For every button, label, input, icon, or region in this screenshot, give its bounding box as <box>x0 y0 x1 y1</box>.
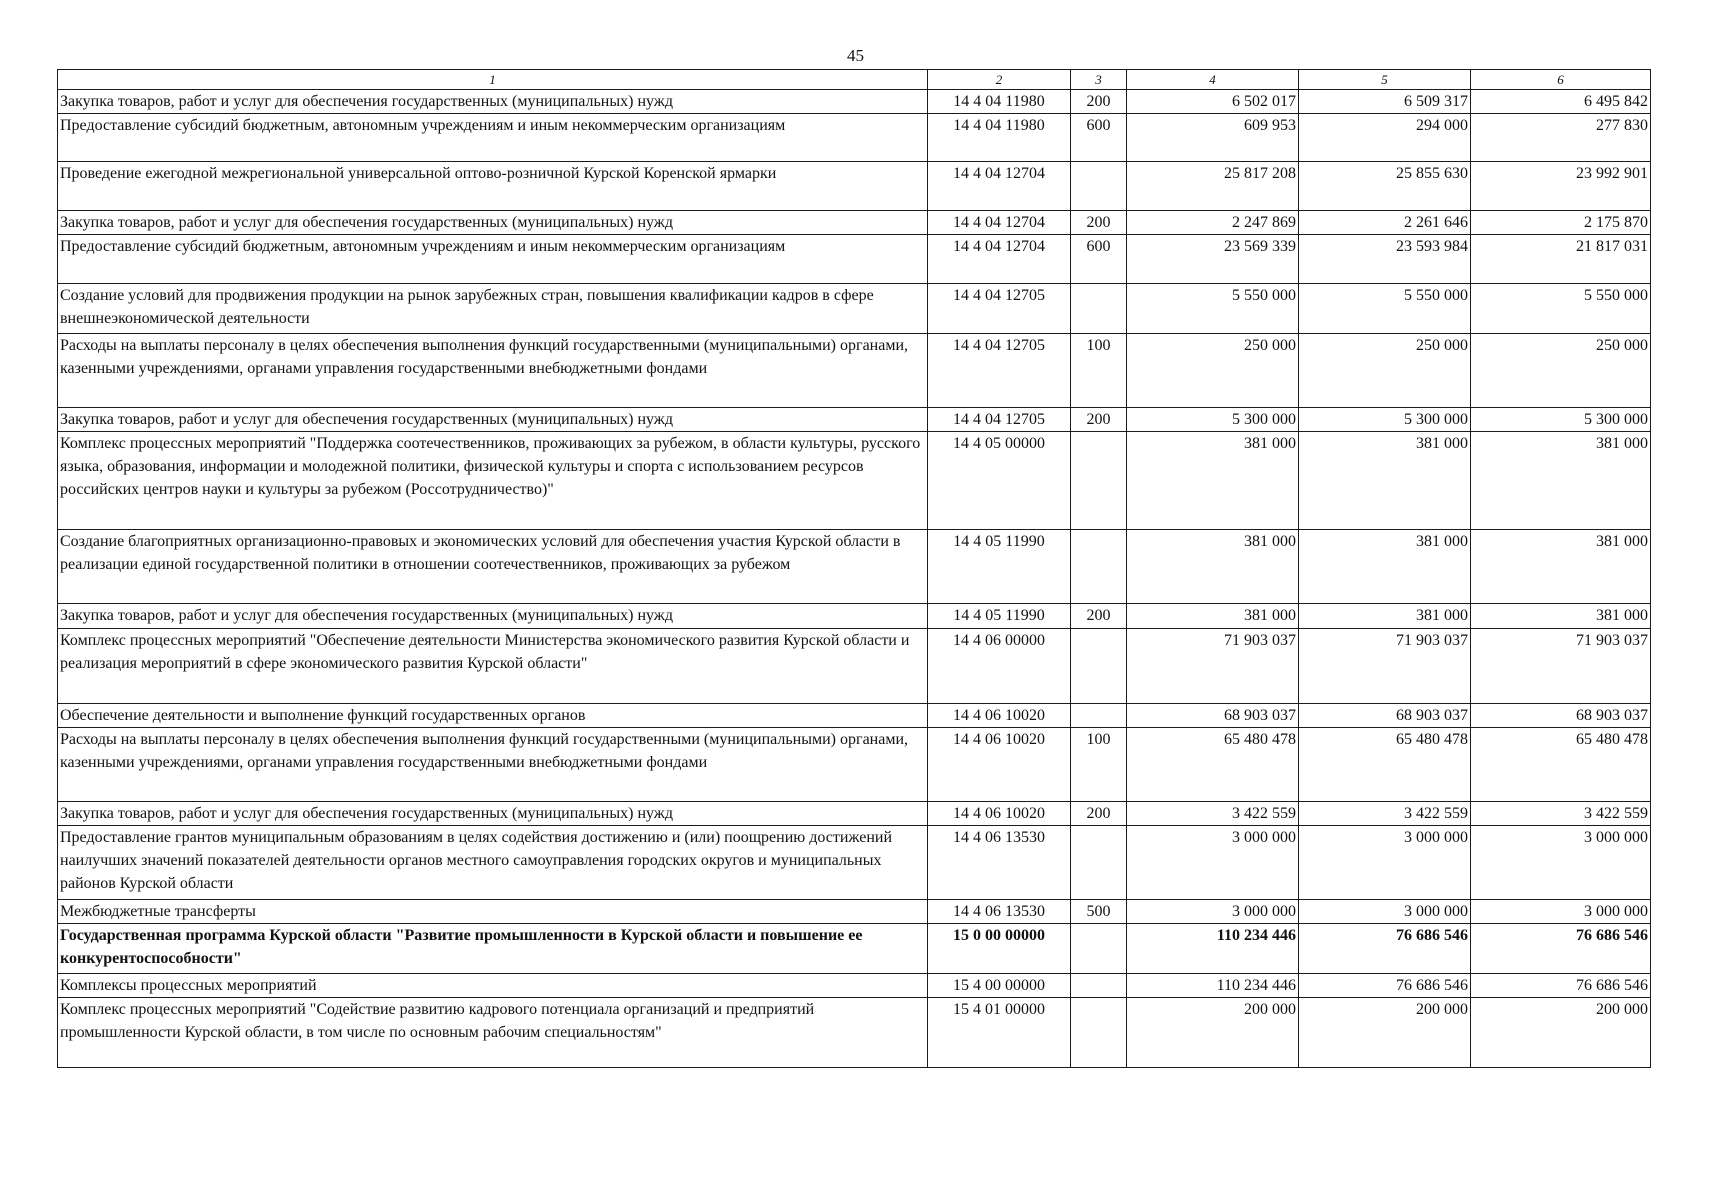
cell-code: 14 4 06 10020 <box>928 728 1071 802</box>
cell-amount-3: 21 817 031 <box>1471 235 1651 284</box>
cell-code: 14 4 04 12705 <box>928 284 1071 334</box>
table-body <box>58 90 1651 1068</box>
table-row <box>58 604 1651 629</box>
header-row <box>58 70 1651 90</box>
header-col-year3: 6 <box>1471 70 1651 90</box>
cell-code: 15 0 00 00000 <box>928 924 1071 974</box>
cell-expense-type <box>1071 432 1127 530</box>
cell-expense-type: 200 <box>1071 90 1127 114</box>
cell-code: 14 4 06 00000 <box>928 629 1071 704</box>
cell-code: 15 4 00 00000 <box>928 974 1071 998</box>
cell-expense-type <box>1071 826 1127 900</box>
cell-amount-1: 609 953 <box>1127 114 1299 162</box>
cell-amount-2: 381 000 <box>1299 432 1471 530</box>
cell-amount-1: 381 000 <box>1127 530 1299 604</box>
table-row <box>58 211 1651 235</box>
cell-amount-2: 76 686 546 <box>1299 974 1471 998</box>
table-header <box>58 70 1651 90</box>
cell-amount-1: 3 000 000 <box>1127 900 1299 924</box>
cell-expense-type <box>1071 924 1127 974</box>
cell-code: 14 4 04 12704 <box>928 162 1071 211</box>
cell-amount-2: 71 903 037 <box>1299 629 1471 704</box>
table-row <box>58 802 1651 826</box>
cell-code: 14 4 06 13530 <box>928 826 1071 900</box>
table-row <box>58 900 1651 924</box>
cell-expense-type <box>1071 998 1127 1068</box>
header-col-code: 2 <box>928 70 1071 90</box>
cell-amount-3: 65 480 478 <box>1471 728 1651 802</box>
cell-name: Предоставление субсидий бюджетным, автономным учреждениям и иным некоммерческим организациям <box>58 114 928 162</box>
cell-name: Комплекс процессных мероприятий "Поддержка соотечественников, проживающих за рубежом, в области культуры, русского языка, образования, информации и молодежной политики, физической культуры и спорта с использованием ресурсов российских центров науки и культуры за рубежом (Россотрудничество)" <box>58 432 928 530</box>
cell-expense-type: 600 <box>1071 235 1127 284</box>
cell-amount-3: 381 000 <box>1471 432 1651 530</box>
cell-amount-1: 5 550 000 <box>1127 284 1299 334</box>
cell-expense-type <box>1071 974 1127 998</box>
cell-code: 14 4 04 11980 <box>928 90 1071 114</box>
cell-expense-type: 600 <box>1071 114 1127 162</box>
cell-name: Расходы на выплаты персоналу в целях обеспечения выполнения функций государственными (муниципальными) органами, казенными учреждениями, органами управления государственными внебюджетными фондами <box>58 334 928 408</box>
table-row <box>58 162 1651 211</box>
header-col-year2: 5 <box>1299 70 1471 90</box>
cell-code: 14 4 04 12704 <box>928 211 1071 235</box>
cell-amount-1: 110 234 446 <box>1127 974 1299 998</box>
cell-amount-1: 250 000 <box>1127 334 1299 408</box>
cell-amount-2: 68 903 037 <box>1299 704 1471 728</box>
cell-amount-3: 6 495 842 <box>1471 90 1651 114</box>
cell-name: Комплекс процессных мероприятий "Содействие развитию кадрового потенциала организаций и предприятий промышленности Курской области, в том числе по основным рабочим специальностям" <box>58 998 928 1068</box>
table-row <box>58 924 1651 974</box>
cell-name: Комплексы процессных мероприятий <box>58 974 928 998</box>
cell-name: Предоставление субсидий бюджетным, автономным учреждениям и иным некоммерческим организациям <box>58 235 928 284</box>
cell-expense-type <box>1071 704 1127 728</box>
cell-name: Комплекс процессных мероприятий "Обеспечение деятельности Министерства экономического развития Курской области и реализация мероприятий в сфере экономического развития Курской области" <box>58 629 928 704</box>
cell-expense-type: 100 <box>1071 334 1127 408</box>
cell-expense-type <box>1071 530 1127 604</box>
cell-amount-3: 68 903 037 <box>1471 704 1651 728</box>
cell-code: 15 4 01 00000 <box>928 998 1071 1068</box>
cell-expense-type: 200 <box>1071 802 1127 826</box>
cell-expense-type: 200 <box>1071 408 1127 432</box>
cell-amount-3: 5 550 000 <box>1471 284 1651 334</box>
cell-amount-2: 5 550 000 <box>1299 284 1471 334</box>
cell-amount-1: 2 247 869 <box>1127 211 1299 235</box>
cell-amount-1: 3 000 000 <box>1127 826 1299 900</box>
cell-amount-2: 3 422 559 <box>1299 802 1471 826</box>
cell-name: Создание условий для продвижения продукции на рынок зарубежных стран, повышения квалификации кадров в сфере внешнеэкономической деятельности <box>58 284 928 334</box>
cell-name: Расходы на выплаты персоналу в целях обеспечения выполнения функций государственными (муниципальными) органами, казенными учреждениями, органами управления государственными внебюджетными фондами <box>58 728 928 802</box>
cell-amount-2: 200 000 <box>1299 998 1471 1068</box>
cell-amount-3: 277 830 <box>1471 114 1651 162</box>
cell-code: 14 4 06 13530 <box>928 900 1071 924</box>
cell-amount-2: 381 000 <box>1299 604 1471 629</box>
cell-expense-type <box>1071 162 1127 211</box>
cell-amount-1: 5 300 000 <box>1127 408 1299 432</box>
cell-amount-2: 23 593 984 <box>1299 235 1471 284</box>
table-row <box>58 826 1651 900</box>
cell-amount-3: 2 175 870 <box>1471 211 1651 235</box>
table-row <box>58 432 1651 530</box>
cell-expense-type: 100 <box>1071 728 1127 802</box>
cell-amount-2: 250 000 <box>1299 334 1471 408</box>
table-row <box>58 530 1651 604</box>
cell-amount-3: 200 000 <box>1471 998 1651 1068</box>
table-row <box>58 998 1651 1068</box>
header-col-year1: 4 <box>1127 70 1299 90</box>
table-row <box>58 235 1651 284</box>
cell-name: Государственная программа Курской области "Развитие промышленности в Курской области и повышение ее конкурентоспособности" <box>58 924 928 974</box>
cell-amount-2: 2 261 646 <box>1299 211 1471 235</box>
cell-code: 14 4 04 12705 <box>928 408 1071 432</box>
table-row <box>58 629 1651 704</box>
cell-code: 14 4 05 11990 <box>928 530 1071 604</box>
cell-amount-2: 294 000 <box>1299 114 1471 162</box>
cell-amount-2: 3 000 000 <box>1299 826 1471 900</box>
table-row <box>58 408 1651 432</box>
cell-amount-1: 200 000 <box>1127 998 1299 1068</box>
cell-name: Предоставление грантов муниципальным образованиям в целях содействия достижению и (или) поощрению достижений наилучших значений показателей деятельности органов местного самоуправления городских округов и муниципальных районов Курской области <box>58 826 928 900</box>
cell-amount-2: 6 509 317 <box>1299 90 1471 114</box>
cell-amount-1: 65 480 478 <box>1127 728 1299 802</box>
table-row <box>58 90 1651 114</box>
cell-amount-2: 381 000 <box>1299 530 1471 604</box>
cell-amount-1: 381 000 <box>1127 432 1299 530</box>
table-row <box>58 114 1651 162</box>
cell-code: 14 4 06 10020 <box>928 802 1071 826</box>
page-number: 45 <box>847 46 864 65</box>
cell-expense-type <box>1071 284 1127 334</box>
cell-amount-3: 3 422 559 <box>1471 802 1651 826</box>
budget-table <box>57 69 1651 1068</box>
cell-amount-3: 76 686 546 <box>1471 924 1651 974</box>
cell-amount-3: 23 992 901 <box>1471 162 1651 211</box>
cell-code: 14 4 04 12705 <box>928 334 1071 408</box>
cell-expense-type: 200 <box>1071 211 1127 235</box>
cell-expense-type: 500 <box>1071 900 1127 924</box>
cell-code: 14 4 05 11990 <box>928 604 1071 629</box>
cell-code: 14 4 06 10020 <box>928 704 1071 728</box>
table-row <box>58 334 1651 408</box>
cell-name: Закупка товаров, работ и услуг для обеспечения государственных (муниципальных) нужд <box>58 211 928 235</box>
cell-amount-1: 6 502 017 <box>1127 90 1299 114</box>
header-col-name: 1 <box>58 70 928 90</box>
table-row <box>58 284 1651 334</box>
cell-name: Закупка товаров, работ и услуг для обеспечения государственных (муниципальных) нужд <box>58 408 928 432</box>
table-row <box>58 974 1651 998</box>
cell-code: 14 4 04 12704 <box>928 235 1071 284</box>
table-row <box>58 728 1651 802</box>
cell-amount-1: 23 569 339 <box>1127 235 1299 284</box>
cell-amount-2: 65 480 478 <box>1299 728 1471 802</box>
cell-name: Проведение ежегодной межрегиональной универсальной оптово-розничной Курской Коренской ярмарки <box>58 162 928 211</box>
cell-amount-3: 3 000 000 <box>1471 826 1651 900</box>
cell-expense-type <box>1071 629 1127 704</box>
cell-amount-1: 3 422 559 <box>1127 802 1299 826</box>
cell-code: 14 4 04 11980 <box>928 114 1071 162</box>
cell-amount-2: 3 000 000 <box>1299 900 1471 924</box>
cell-name: Закупка товаров, работ и услуг для обеспечения государственных (муниципальных) нужд <box>58 604 928 629</box>
table-row <box>58 704 1651 728</box>
cell-name: Обеспечение деятельности и выполнение функций государственных органов <box>58 704 928 728</box>
cell-amount-1: 68 903 037 <box>1127 704 1299 728</box>
header-col-type: 3 <box>1071 70 1127 90</box>
cell-amount-1: 110 234 446 <box>1127 924 1299 974</box>
cell-expense-type: 200 <box>1071 604 1127 629</box>
cell-amount-1: 25 817 208 <box>1127 162 1299 211</box>
cell-name: Создание благоприятных организационно-правовых и экономических условий для обеспечения участия Курской области в реализации единой государственной политики в отношении соотечественников, проживающих за рубежом <box>58 530 928 604</box>
cell-amount-3: 250 000 <box>1471 334 1651 408</box>
cell-code: 14 4 05 00000 <box>928 432 1071 530</box>
cell-amount-3: 5 300 000 <box>1471 408 1651 432</box>
cell-name: Закупка товаров, работ и услуг для обеспечения государственных (муниципальных) нужд <box>58 90 928 114</box>
cell-amount-1: 381 000 <box>1127 604 1299 629</box>
cell-amount-2: 25 855 630 <box>1299 162 1471 211</box>
cell-amount-2: 76 686 546 <box>1299 924 1471 974</box>
cell-amount-2: 5 300 000 <box>1299 408 1471 432</box>
cell-amount-3: 71 903 037 <box>1471 629 1651 704</box>
cell-amount-3: 3 000 000 <box>1471 900 1651 924</box>
cell-amount-3: 381 000 <box>1471 604 1651 629</box>
cell-amount-3: 76 686 546 <box>1471 974 1651 998</box>
cell-amount-1: 71 903 037 <box>1127 629 1299 704</box>
cell-name: Закупка товаров, работ и услуг для обеспечения государственных (муниципальных) нужд <box>58 802 928 826</box>
cell-name: Межбюджетные трансферты <box>58 900 928 924</box>
cell-amount-3: 381 000 <box>1471 530 1651 604</box>
